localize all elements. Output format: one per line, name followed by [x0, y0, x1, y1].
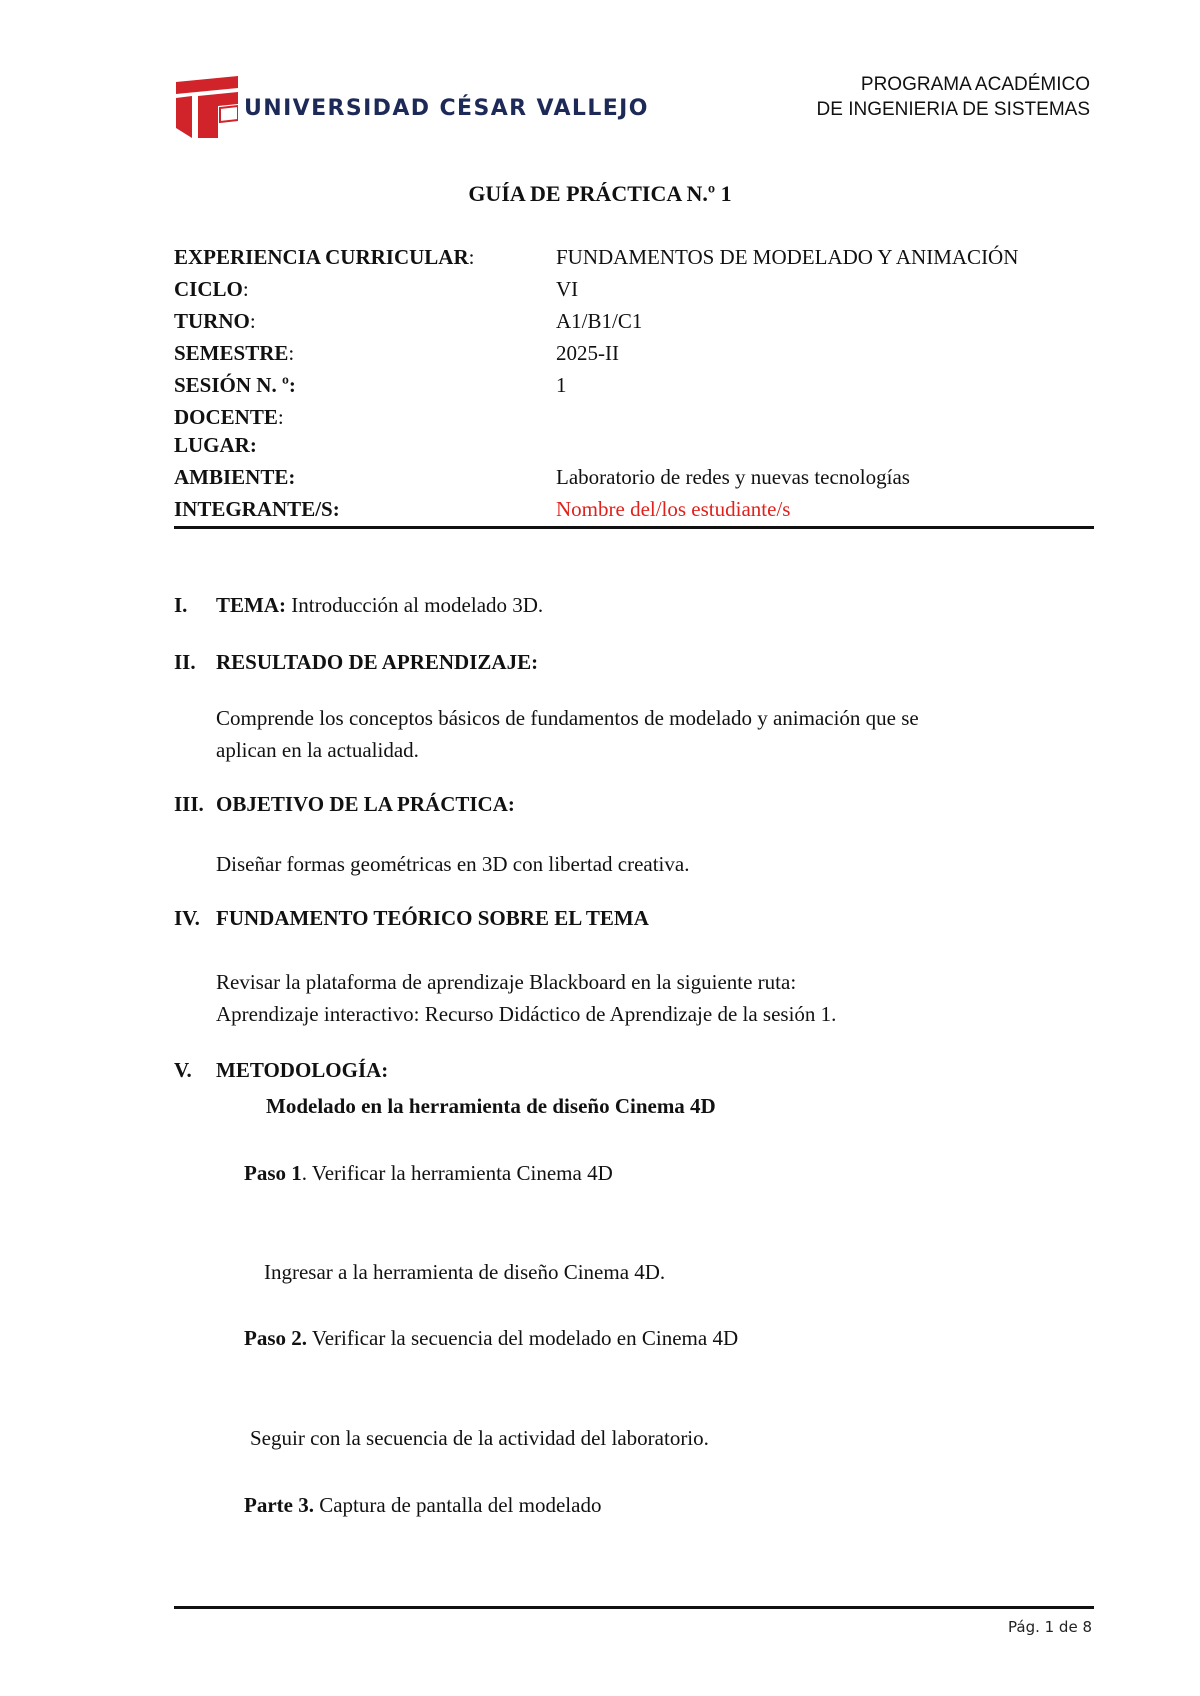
experiencia-label: EXPERIENCIA CURRICULAR: — [174, 245, 475, 269]
section-resultado — [174, 650, 538, 675]
ambiente-label: AMBIENTE: — [174, 465, 296, 489]
objetivo-text: Diseñar formas geométricas en 3D con libertad creativa. — [216, 852, 690, 876]
resultado-line-2: aplican en la actualidad. — [216, 738, 419, 762]
section-number: III. — [174, 792, 204, 816]
lugar-label: LUGAR: — [174, 433, 257, 457]
section-tema — [174, 593, 543, 618]
paso-2-detail: Seguir con la secuencia de la actividad del laboratorio. — [250, 1426, 709, 1450]
parte-3: Parte 3. Captura de pantalla del modelado — [244, 1493, 602, 1517]
experiencia-value: FUNDAMENTOS DE MODELADO Y ANIMACIÓN — [556, 245, 1019, 269]
ambiente-value: Laboratorio de redes y nuevas tecnologías — [556, 465, 910, 489]
section-metodologia — [174, 1058, 388, 1083]
fundamento-line-2: Aprendizaje interactivo: Recurso Didáctico de Aprendizaje de la sesión 1. — [216, 1002, 837, 1026]
program-line-2: DE INGENIERIA DE SISTEMAS — [816, 99, 1090, 120]
ciclo-value: VI — [556, 277, 579, 301]
section-objetivo — [174, 792, 515, 817]
turno-value: A1/B1/C1 — [556, 309, 643, 333]
sesion-label: SESIÓN N. º: — [174, 373, 296, 397]
integrantes-value: Nombre del/los estudiante/s — [556, 497, 791, 521]
paso-1: Paso 1. Verificar la herramienta Cinema 4D — [244, 1161, 613, 1185]
header-divider — [174, 526, 1094, 529]
section-title: METODOLOGÍA: — [216, 1058, 389, 1082]
program-name — [817, 72, 1090, 122]
integrantes-label: INTEGRANTE/S: — [174, 497, 340, 521]
resultado-line-1: Comprende los conceptos básicos de fundamentos de modelado y animación que se — [216, 706, 919, 730]
metodologia-subtitle: Modelado en la herramienta de diseño Cinema 4D — [266, 1094, 716, 1118]
section-title: TEMA: — [216, 593, 286, 617]
fundamento-line-1: Revisar la plataforma de aprendizaje Blackboard en la siguiente ruta: — [216, 970, 797, 994]
section-number: IV. — [174, 906, 200, 930]
document-title: GUÍA DE PRÁCTICA N.º 1 — [468, 181, 732, 206]
section-number: I. — [174, 593, 188, 617]
paso-2: Paso 2. Verificar la secuencia del modelado en Cinema 4D — [244, 1326, 739, 1350]
section-title: FUNDAMENTO TEÓRICO SOBRE EL TEMA — [216, 906, 649, 930]
footer-divider — [174, 1606, 1094, 1609]
section-fundamento — [174, 906, 649, 931]
resultado-text — [216, 702, 919, 766]
semestre-label: SEMESTRE: — [174, 341, 295, 365]
page-number: Pág. 1 de 8 — [1008, 1618, 1092, 1636]
university-name: UNIVERSIDAD CÉSAR VALLEJO — [244, 96, 649, 121]
section-title: OBJETIVO DE LA PRÁCTICA: — [216, 792, 515, 816]
program-line-1: PROGRAMA ACADÉMICO — [860, 74, 1090, 95]
section-number: V. — [174, 1058, 192, 1082]
sesion-value: 1 — [556, 373, 567, 397]
university-logo — [176, 76, 238, 138]
docente-label: DOCENTE: — [174, 405, 284, 429]
paso-1-detail: Ingresar a la herramienta de diseño Cinema 4D. — [264, 1260, 666, 1284]
section-number: II. — [174, 650, 196, 674]
section-text: Introducción al modelado 3D. — [286, 593, 544, 617]
section-title: RESULTADO DE APRENDIZAJE: — [216, 650, 539, 674]
fundamento-text — [216, 966, 836, 1030]
turno-label: TURNO: — [174, 309, 256, 333]
ciclo-label: CICLO: — [174, 277, 249, 301]
semestre-value: 2025-II — [556, 341, 619, 365]
